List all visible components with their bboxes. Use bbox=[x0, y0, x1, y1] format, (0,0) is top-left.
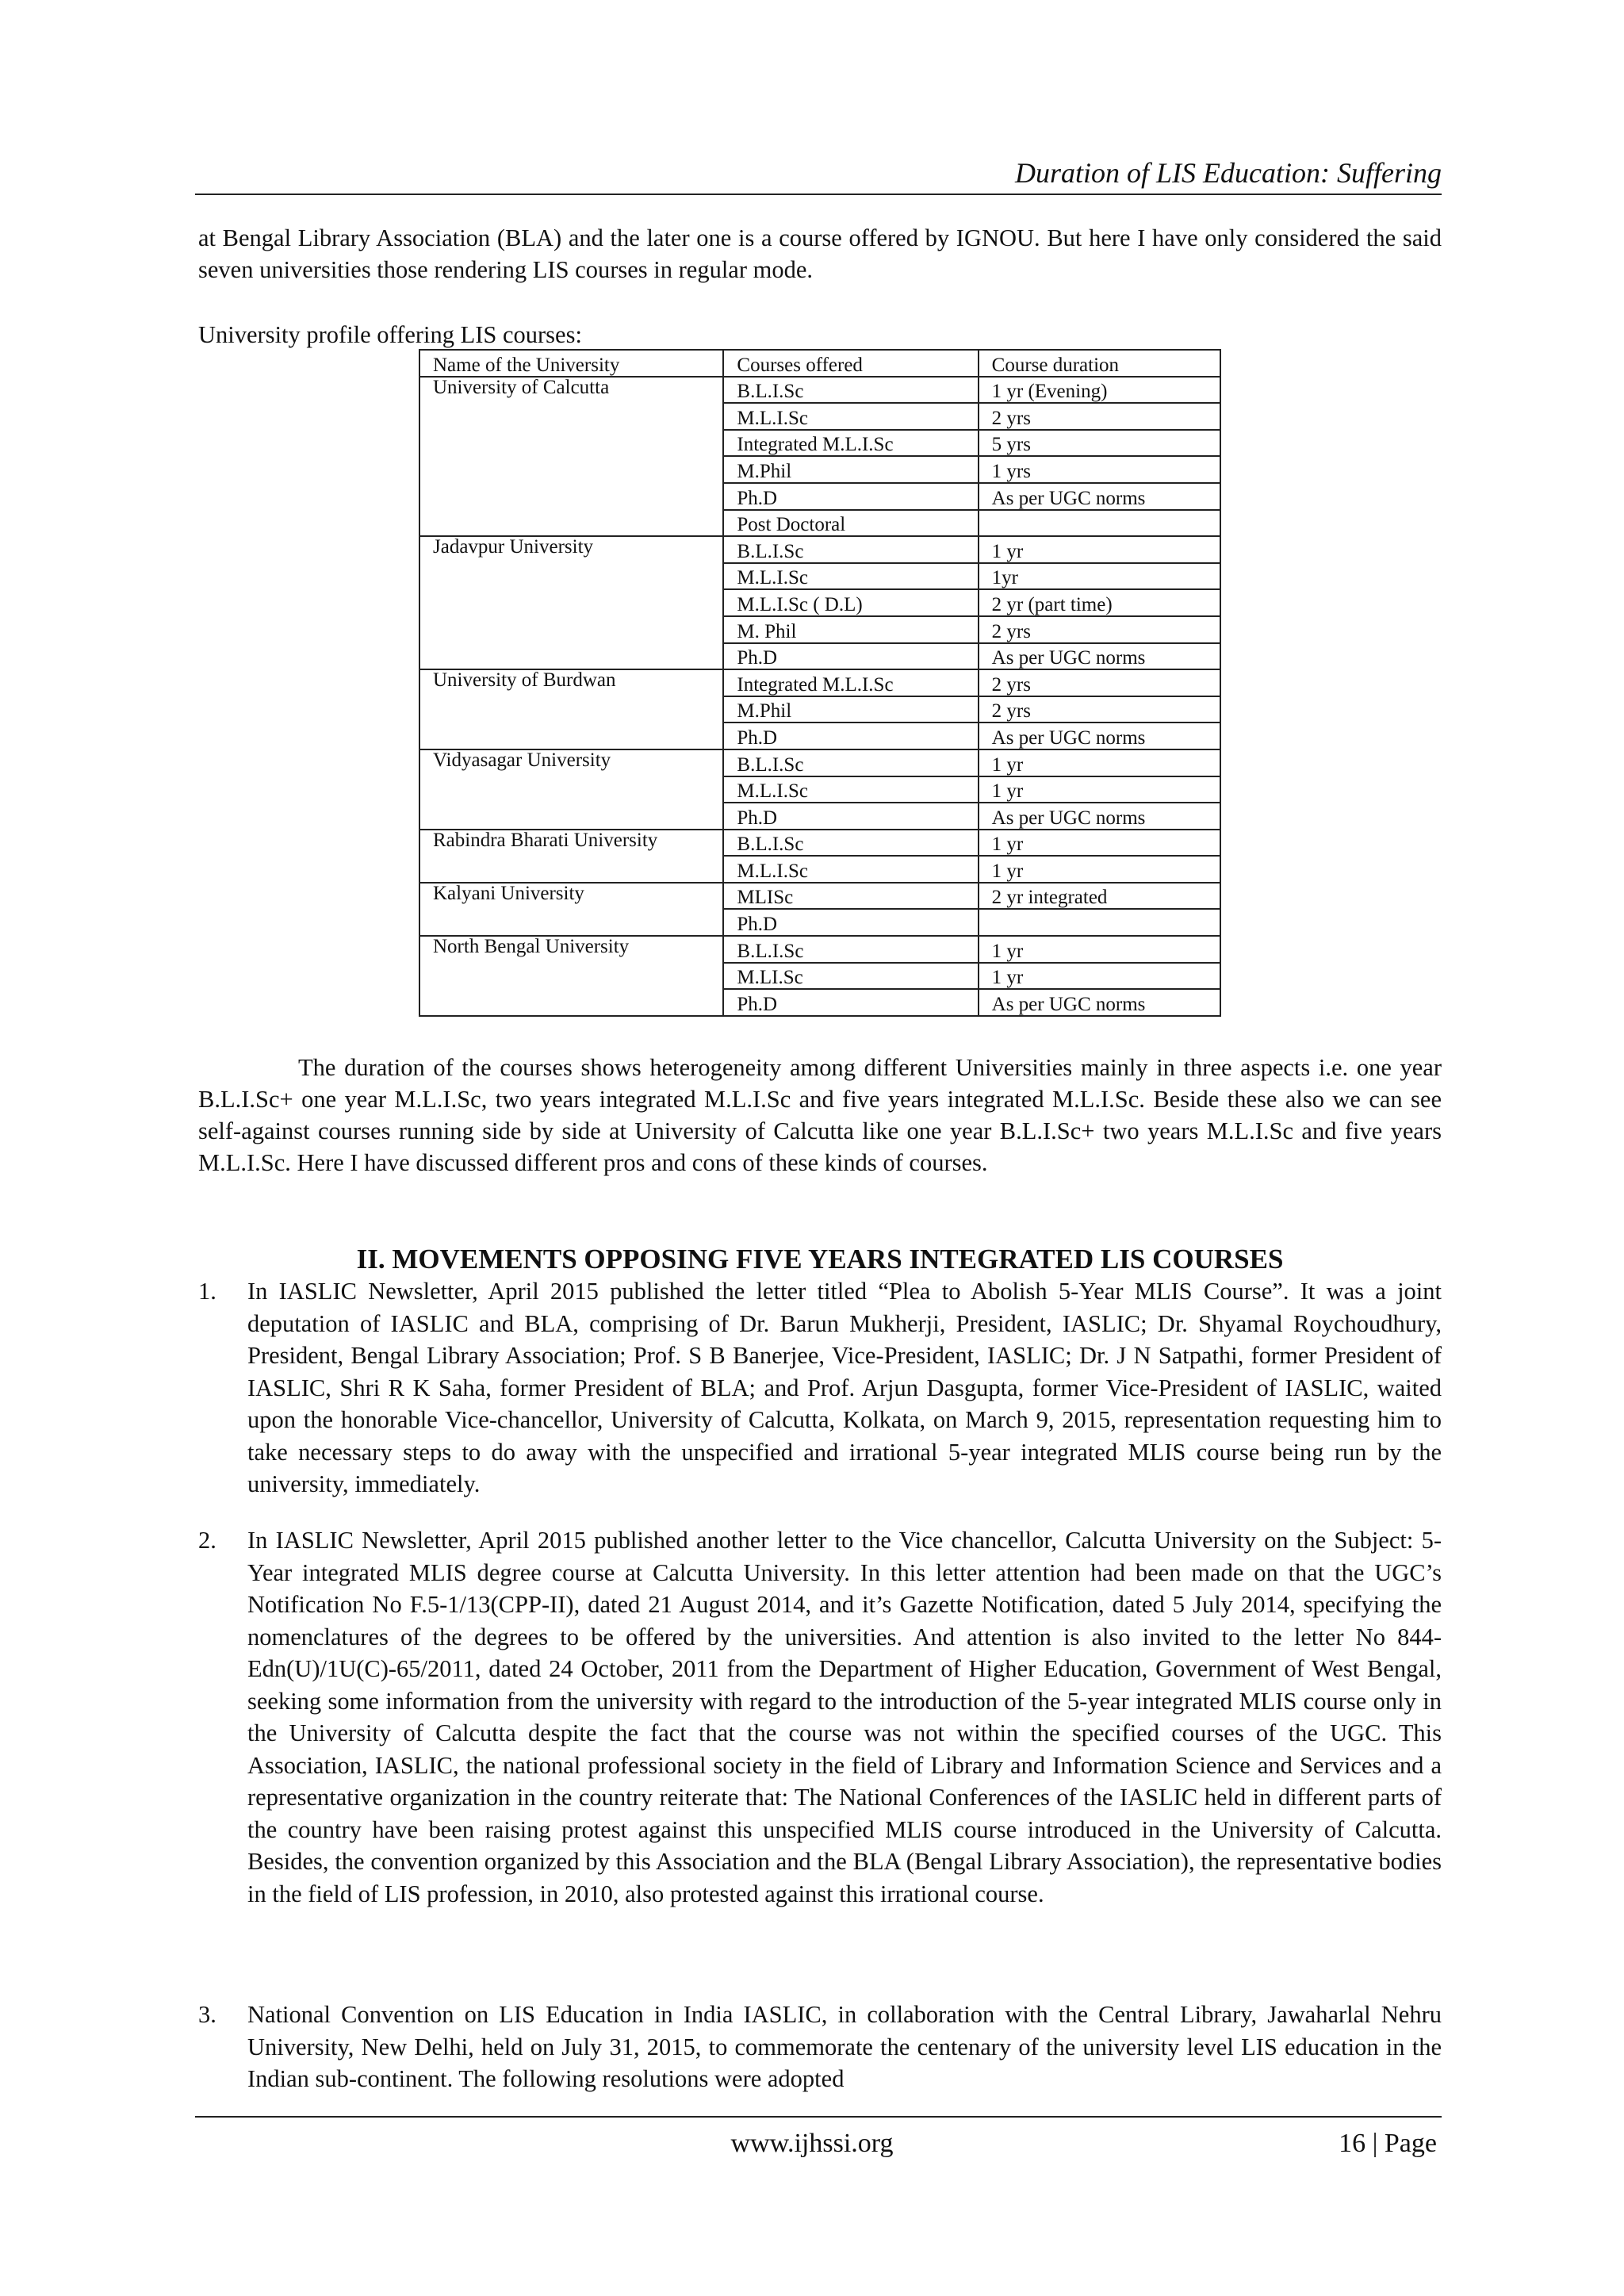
university-cell: University of Burdwan bbox=[419, 669, 723, 696]
university-cell: University of Calcutta bbox=[419, 377, 723, 404]
university-cell: Kalyani University bbox=[419, 883, 723, 910]
duration-cell: As per UGC norms bbox=[979, 643, 1220, 670]
university-cell: Jadavpur University bbox=[419, 536, 723, 563]
list-item bbox=[198, 1524, 1442, 1910]
duration-cell: 1yr bbox=[979, 563, 1220, 590]
course-cell: Ph.D bbox=[723, 803, 978, 830]
table-row bbox=[419, 749, 1220, 776]
course-cell: B.L.I.Sc bbox=[723, 536, 978, 563]
course-cell: M.L.I.Sc bbox=[723, 403, 978, 430]
duration-cell: 1 yr bbox=[979, 536, 1220, 563]
table-row bbox=[419, 536, 1220, 563]
list-item-number: 3. bbox=[198, 2001, 216, 2028]
university-cell bbox=[419, 989, 723, 1016]
section-heading: II. MOVEMENTS OPPOSING FIVE YEARS INTEGRATED LIS COURSES bbox=[356, 1244, 1284, 1274]
list-item bbox=[198, 1275, 1442, 1501]
duration-cell: 2 yrs bbox=[979, 616, 1220, 643]
university-cell bbox=[419, 643, 723, 670]
course-cell: Integrated M.L.I.Sc bbox=[723, 430, 978, 457]
course-cell: M.Phil bbox=[723, 456, 978, 483]
duration-cell: As per UGC norms bbox=[979, 803, 1220, 830]
courses-table bbox=[419, 349, 1221, 1017]
duration-cell: 1 yr bbox=[979, 749, 1220, 776]
university-cell bbox=[419, 589, 723, 616]
list-item-text: In IASLIC Newsletter, April 2015 published another letter to the Vice chancellor, Calcutta University on the Subject: 5-Year integrated MLIS degree course at Calcutta University. In this letter attention had been made on that the UGC’s Notification No F.5-1/13(CPP-II), dated 21 August 2014, and it’s Gazette Notification, dated 5 July 2014, specifying the nomenclatures of the degrees to be offered by the universities. And attention is also invited to the letter No 844-Edn(U)/1U(C)-65/2011, dated 24 October, 2011 from the Department of Higher Education, Government of West Bengal, seeking some information from the university with regard to the introduction of the 5-year integrated MLIS course only in the University of Calcutta despite the fact that the course was not within the specified courses of the UGC. This Association, IASLIC, the national professional society in the field of Library and Information Science and Services and a representative organization in the country reiterate that: The National Conferences of the IASLIC held in different parts of the country have been raising protest against this unspecified MLIS course introduced in the University of Calcutta. Besides, the convention organized by this Association and the BLA (Bengal Library Association), the representative bodies in the field of LIS profession, in 2010, also protested against this irrational course. bbox=[247, 1527, 1442, 1907]
duration-cell: 2 yrs bbox=[979, 403, 1220, 430]
duration-cell: 1 yr bbox=[979, 936, 1220, 963]
course-cell: M.L.I.Sc bbox=[723, 563, 978, 590]
table-caption: University profile offering LIS courses: bbox=[198, 321, 582, 348]
duration-cell: 2 yr integrated bbox=[979, 883, 1220, 910]
duration-cell: As per UGC norms bbox=[979, 989, 1220, 1016]
table-row bbox=[419, 510, 1220, 537]
university-cell bbox=[419, 510, 723, 537]
course-cell: B.L.I.Sc bbox=[723, 749, 978, 776]
university-cell bbox=[419, 483, 723, 510]
university-cell bbox=[419, 963, 723, 990]
university-cell bbox=[419, 563, 723, 590]
course-cell: M. Phil bbox=[723, 616, 978, 643]
duration-cell: 5 yrs bbox=[979, 430, 1220, 457]
university-cell: North Bengal University bbox=[419, 936, 723, 963]
course-cell: Post Doctoral bbox=[723, 510, 978, 537]
course-cell: M.L.I.Sc bbox=[723, 856, 978, 883]
duration-cell bbox=[979, 510, 1220, 537]
duration-cell: 2 yr (part time) bbox=[979, 589, 1220, 616]
course-cell: Ph.D bbox=[723, 989, 978, 1016]
duration-cell: 2 yrs bbox=[979, 696, 1220, 723]
duration-cell: 1 yr (Evening) bbox=[979, 377, 1220, 404]
duration-cell: 1 yr bbox=[979, 963, 1220, 990]
list-item-number: 2. bbox=[198, 1527, 216, 1554]
university-cell bbox=[419, 776, 723, 803]
list-item-number: 1. bbox=[198, 1278, 216, 1305]
header-courses: Courses offered bbox=[723, 350, 978, 377]
university-cell: Vidyasagar University bbox=[419, 749, 723, 776]
course-cell: B.L.I.Sc bbox=[723, 377, 978, 404]
list-item-text: In IASLIC Newsletter, April 2015 published the letter titled “Plea to Abolish 5-Year MLIS Course”. It was a joint deputation of IASLIC and BLA, comprising of Dr. Barun Mukherji, President, IASLIC; Dr. Shyamal Roychoudhury, President, Bengal Library Association; Prof. S B Banerjee, Vice-President, IASLIC; Dr. J N Satpathi, former President of IASLIC, Shri R K Saha, former President of BLA; and Prof. Arjun Dasgupta, former Vice-President of IASLIC, waited upon the honorable Vice-chancellor, University of Calcutta, Kolkata, on March 9, 2015, representation requesting him to take necessary steps to do away with the unspecified and irrational 5-year integrated MLIS course being run by the university, immediately. bbox=[247, 1278, 1442, 1497]
courses-table-body bbox=[419, 350, 1220, 1016]
university-cell bbox=[419, 803, 723, 830]
course-cell: Ph.D bbox=[723, 723, 978, 749]
table-row bbox=[419, 776, 1220, 803]
course-cell: Ph.D bbox=[723, 909, 978, 936]
list-item-text: National Convention on LIS Education in India IASLIC, in collaboration with the Central Library, Jawaharlal Nehru University, New Delhi, held on July 31, 2015, to commemorate the centenary of the university level LIS education in the Indian sub-continent. The following resolutions were adopted bbox=[247, 2001, 1442, 2092]
intro-paragraph: at Bengal Library Association (BLA) and the later one is a course offered by IGNOU. But here I have only considered the said seven universities those rendering LIS courses in regular mode. bbox=[198, 224, 1442, 283]
analysis-paragraph: The duration of the courses shows heterogeneity among different Universities mainly in three aspects i.e. one year B.L.I.Sc+ one year M.L.I.Sc, two years integrated M.L.I.Sc and five years integrated M.L.I.Sc. Beside these also we can see self-against courses running side by side at University of Calcutta like one year B.L.I.Sc+ two years M.L.I.Sc and five years M.L.I.Sc. Here I have discussed different pros and cons of these kinds of courses. bbox=[198, 1054, 1442, 1176]
duration-cell bbox=[979, 909, 1220, 936]
table-row bbox=[419, 909, 1220, 936]
duration-cell: 2 yrs bbox=[979, 669, 1220, 696]
university-cell bbox=[419, 856, 723, 883]
university-cell bbox=[419, 403, 723, 430]
duration-cell: 1 yrs bbox=[979, 456, 1220, 483]
table-row bbox=[419, 723, 1220, 749]
header-duration: Course duration bbox=[979, 350, 1220, 377]
duration-cell: As per UGC norms bbox=[979, 723, 1220, 749]
table-row bbox=[419, 483, 1220, 510]
running-head: Duration of LIS Education: Suffering bbox=[1015, 157, 1442, 189]
course-cell: MLISc bbox=[723, 883, 978, 910]
table-row bbox=[419, 643, 1220, 670]
course-cell: B.L.I.Sc bbox=[723, 936, 978, 963]
table-row bbox=[419, 936, 1220, 963]
duration-cell: As per UGC norms bbox=[979, 483, 1220, 510]
table-row bbox=[419, 883, 1220, 910]
table-row bbox=[419, 963, 1220, 990]
course-cell: M.Phil bbox=[723, 696, 978, 723]
table-row bbox=[419, 430, 1220, 457]
table-row bbox=[419, 563, 1220, 590]
table-row bbox=[419, 803, 1220, 830]
table-row bbox=[419, 403, 1220, 430]
table-row bbox=[419, 669, 1220, 696]
university-cell bbox=[419, 696, 723, 723]
table-header-row bbox=[419, 350, 1220, 377]
table-row bbox=[419, 456, 1220, 483]
table-row bbox=[419, 989, 1220, 1016]
footer-page-number: 16 | Page bbox=[1339, 2129, 1437, 2158]
table-row bbox=[419, 856, 1220, 883]
course-cell: B.L.I.Sc bbox=[723, 830, 978, 857]
course-cell: M.L.I.Sc ( D.L) bbox=[723, 589, 978, 616]
university-cell bbox=[419, 616, 723, 643]
footer-rule bbox=[195, 2116, 1442, 2118]
list-item bbox=[198, 1999, 1442, 2095]
university-cell bbox=[419, 909, 723, 936]
course-cell: M.LI.Sc bbox=[723, 963, 978, 990]
duration-cell: 1 yr bbox=[979, 856, 1220, 883]
table-row bbox=[419, 616, 1220, 643]
table-row bbox=[419, 696, 1220, 723]
course-cell: Ph.D bbox=[723, 483, 978, 510]
university-cell: Rabindra Bharati University bbox=[419, 830, 723, 857]
header-university: Name of the University bbox=[419, 350, 723, 377]
university-cell bbox=[419, 723, 723, 749]
table-row bbox=[419, 830, 1220, 857]
course-cell: Ph.D bbox=[723, 643, 978, 670]
university-cell bbox=[419, 430, 723, 457]
duration-cell: 1 yr bbox=[979, 830, 1220, 857]
course-cell: Integrated M.L.I.Sc bbox=[723, 669, 978, 696]
university-cell bbox=[419, 456, 723, 483]
header-rule bbox=[195, 194, 1442, 195]
table-row bbox=[419, 377, 1220, 404]
duration-cell: 1 yr bbox=[979, 776, 1220, 803]
footer-url: www.ijhssi.org bbox=[730, 2129, 894, 2158]
course-cell: M.L.I.Sc bbox=[723, 776, 978, 803]
table-row bbox=[419, 589, 1220, 616]
